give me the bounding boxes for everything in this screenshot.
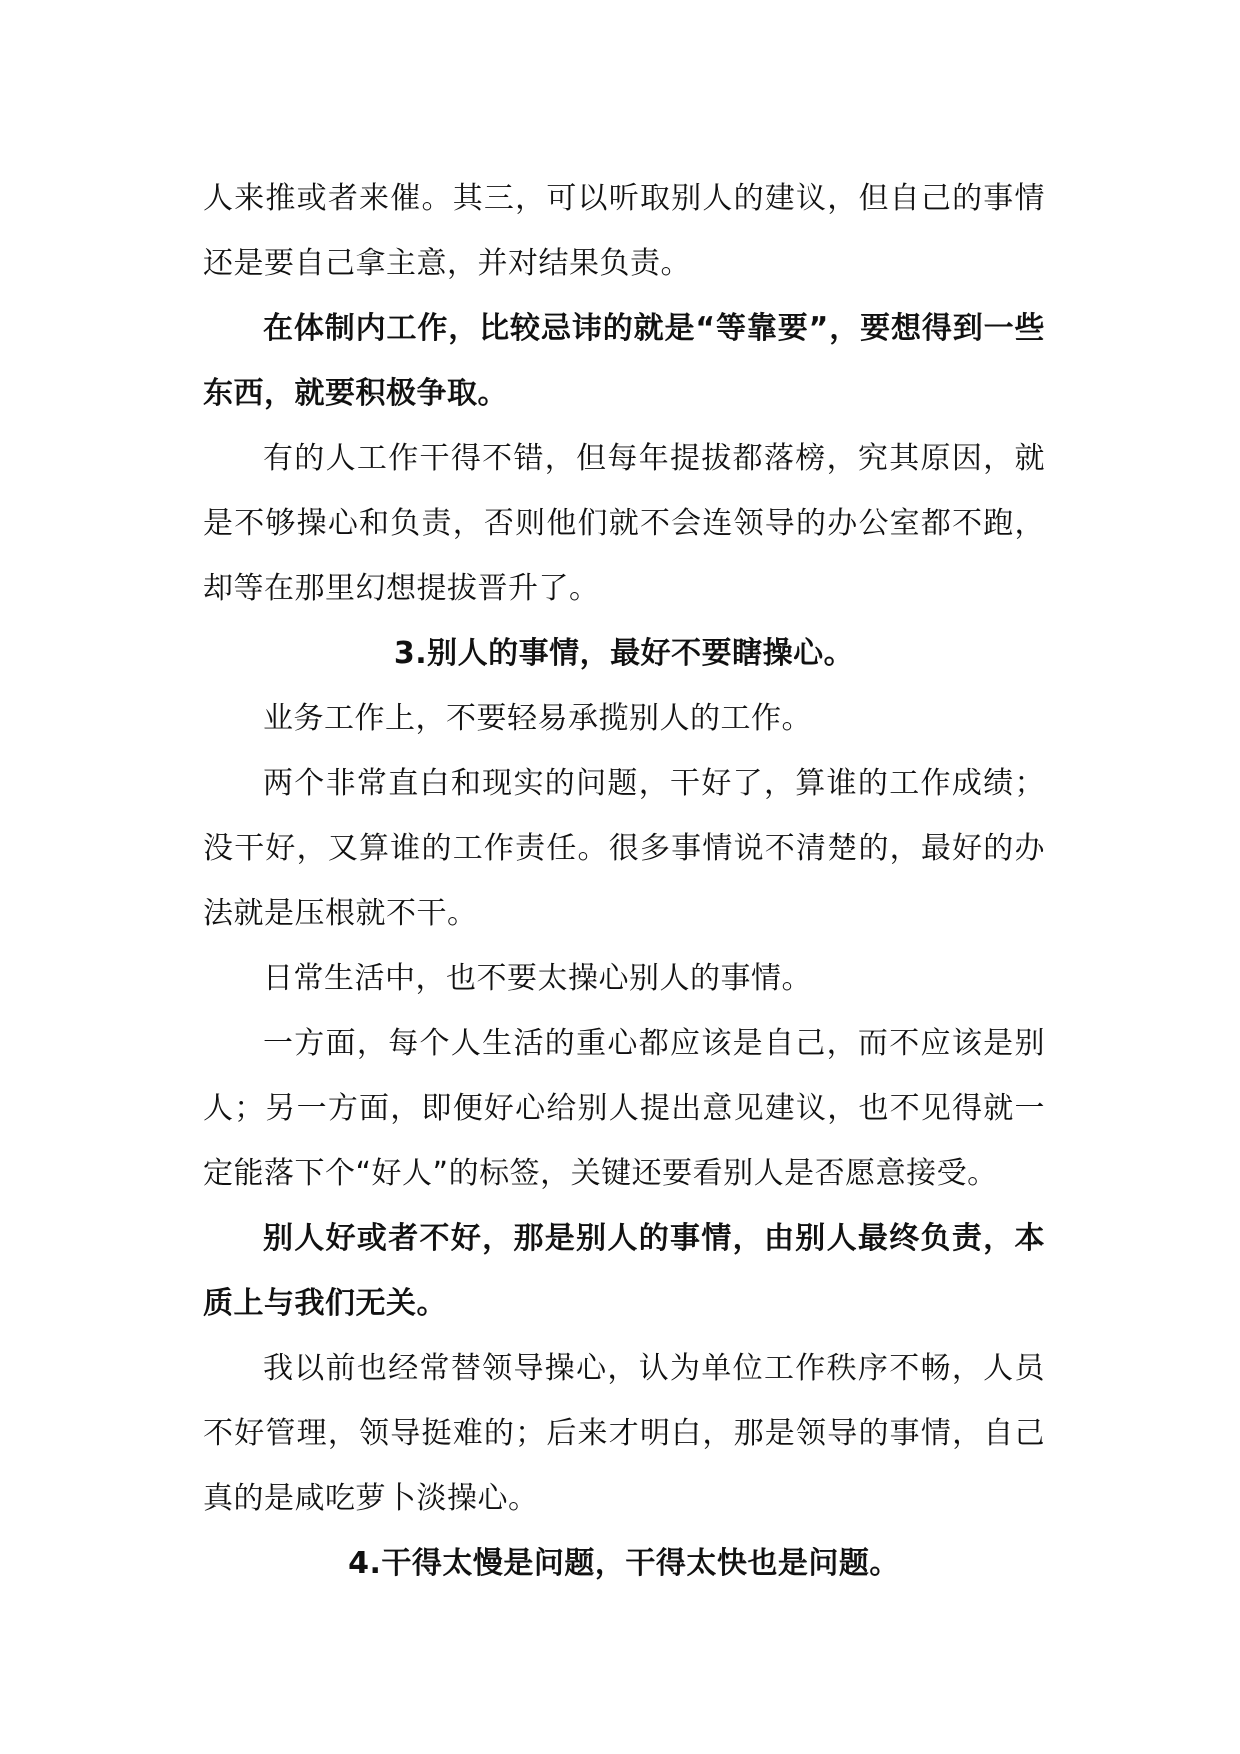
section-heading-3: 3.别人的事情，最好不要瞎操心。 (393, 636, 855, 671)
section-heading-4: 4.干得太慢是问题，干得太快也是问题。 (348, 1546, 900, 1581)
paragraph: 有的人工作干得不错，但每年提拔都落榜，究其原因，就是不够操心和负责，否则他们就不会连领导的办公室都不跑，却等在那里幻想提拔晋升了。 (203, 441, 1045, 606)
paragraph: 日常生活中，也不要太操心别人的事情。 (263, 961, 812, 996)
paragraph-bold-emphasis: 别人好或者不好，那是别人的事情，由别人最终负责，本质上与我们无关。 (203, 1221, 1045, 1321)
paragraph: 一方面，每个人生活的重心都应该是自己，而不应该是别人；另一方面，即便好心给别人提出意见建议，也不见得就一定能落下个“好人”的标签，关键还要看别人是否愿意接受。 (203, 1026, 1045, 1191)
paragraph-continuation: 人来推或者来催。其三，可以听取别人的建议，但自己的事情还是要自己拿主意，并对结果负责。 (203, 181, 1045, 281)
paragraph-bold-emphasis: 在体制内工作，比较忌讳的就是“等靠要”，要想得到一些东西，就要积极争取。 (203, 311, 1045, 411)
paragraph: 两个非常直白和现实的问题，干好了，算谁的工作成绩；没干好，又算谁的工作责任。很多事情说不清楚的，最好的办法就是压根就不干。 (203, 766, 1045, 931)
document-body (203, 166, 1045, 1596)
paragraph: 业务工作上，不要轻易承揽别人的工作。 (263, 701, 812, 736)
paragraph: 我以前也经常替领导操心，认为单位工作秩序不畅，人员不好管理，领导挺难的；后来才明白，那是领导的事情，自己真的是咸吃萝卜淡操心。 (203, 1351, 1045, 1516)
